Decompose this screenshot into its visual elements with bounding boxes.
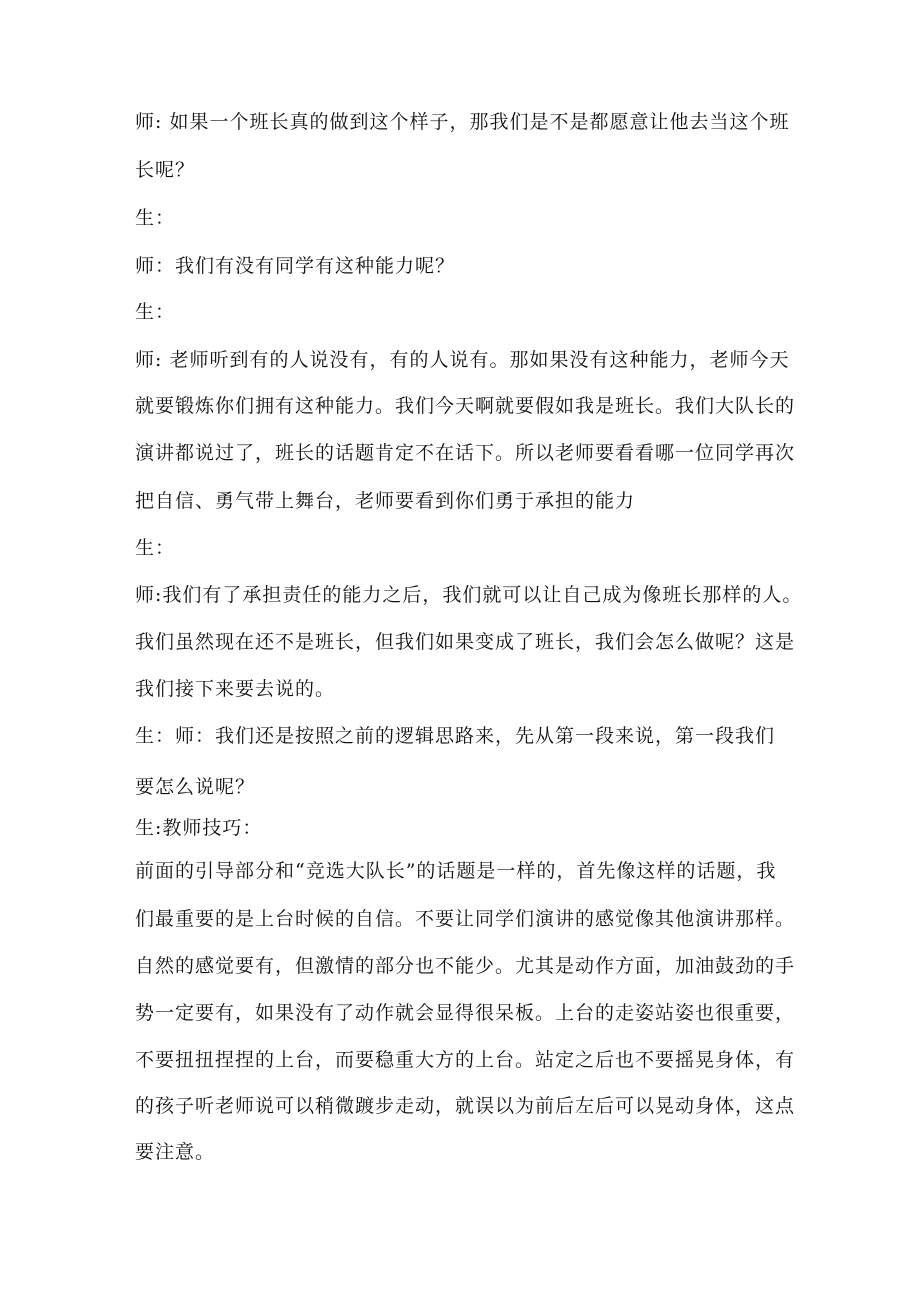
text-line: 生：	[135, 207, 176, 229]
text-line: 生：	[135, 301, 176, 323]
text-line: 师:我们有了承担责任的能力之后，我们就可以让自己成为像班长那样的人。	[135, 584, 803, 606]
text-line: 前面的引导部分和“竞选大队长”的话题是一样的，首先像这样的话题，我	[135, 860, 777, 882]
text-line: 势一定要有，如果没有了动作就会显得很呆板。上台的走姿站姿也很重要，	[135, 1002, 796, 1024]
text-line: 我们虽然现在还不是班长，但我们如果变成了班长，我们会怎么做呢？这是	[135, 631, 796, 653]
text-line: 演讲都说过了，班长的话题肯定不在话下。所以老师要看看哪一位同学再次	[135, 442, 796, 464]
text-line: 师：我们有没有同学有这种能力呢？	[135, 255, 456, 277]
text-line: 的孩子听老师说可以稍微踱步走动，就误以为前后左后可以晃动身体，这点	[135, 1095, 796, 1117]
text-line: 师: 如果一个班长真的做到这个样子，那我们是不是都愿意让他去当这个班	[135, 111, 790, 133]
text-line: 自然的感觉要有，但激情的部分也不能少。尤其是动作方面，加油鼓劲的手	[135, 955, 796, 977]
text-line: 我们接下来要去说的。	[135, 678, 336, 700]
text-line: 师: 老师听到有的人说没有，有的人说有。那如果没有这种能力，老师今天	[135, 349, 790, 371]
text-line: 长呢？	[135, 159, 196, 181]
text-line: 们最重要的是上台时候的自信。不要让同学们演讲的感觉像其他演讲那样。	[135, 908, 796, 930]
text-line: 要注意。	[135, 1141, 216, 1163]
text-line: 就要锻炼你们拥有这种能力。我们今天啊就要假如我是班长。我们大队长的	[135, 395, 796, 417]
text-line: 生：	[135, 537, 176, 559]
text-line: 要怎么说呢？	[135, 776, 256, 798]
text-line: 生：师：我们还是按照之前的逻辑思路来，先从第一段来说，第一段我们	[135, 725, 776, 747]
text-line: 生:教师技巧：	[135, 817, 263, 839]
text-line: 不要扭扭捏捏的上台，而要稳重大方的上台。站定之后也不要摇晃身体，有	[135, 1049, 796, 1071]
text-line: 把自信、勇气带上舞台，老师要看到你们勇于承担的能力	[135, 490, 636, 512]
